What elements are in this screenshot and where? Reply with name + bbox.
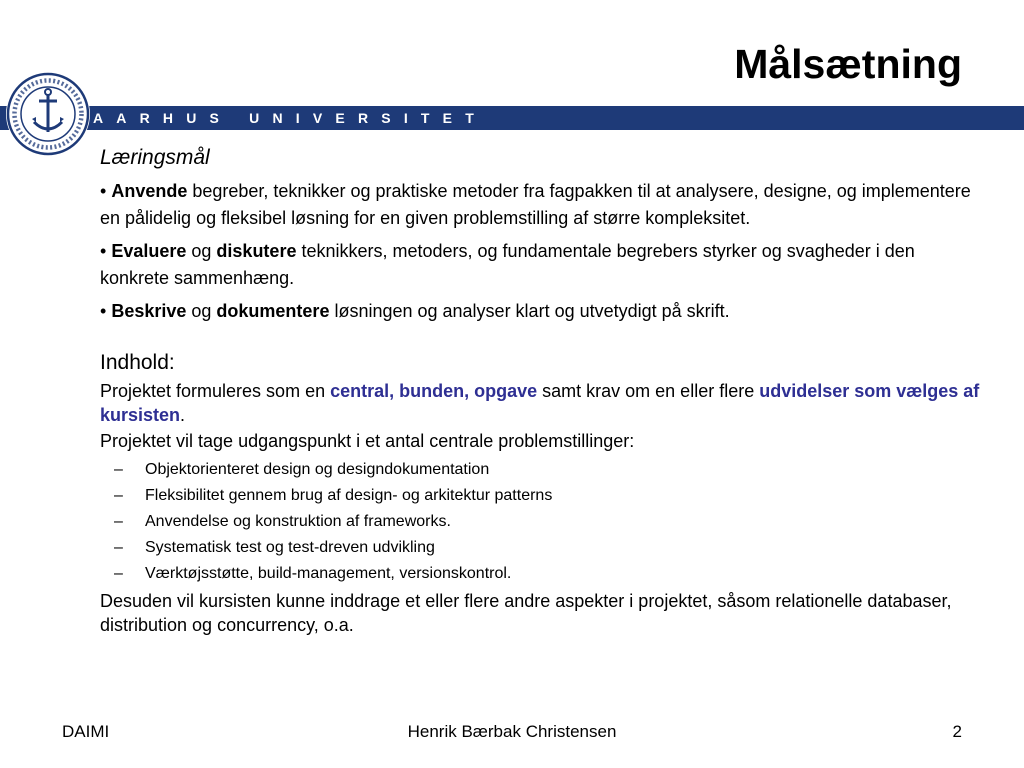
learning-item — [100, 178, 980, 232]
content-text: Projektet formuleres som en — [100, 381, 331, 401]
dash: – — [114, 513, 123, 530]
content-paragraph — [100, 379, 980, 427]
university-seal-icon — [6, 72, 90, 156]
content-text: . — [180, 405, 186, 425]
learning-item — [100, 238, 980, 292]
bullet: • — [100, 241, 107, 261]
list-item-text: Anvendelse og konstruktion af frameworks. — [145, 513, 451, 530]
learning-text: og — [186, 241, 217, 261]
dash: – — [114, 461, 123, 478]
list-item — [100, 561, 980, 587]
dash: – — [114, 539, 123, 556]
learning-keyword: Anvende — [111, 181, 188, 201]
learning-keyword: Evaluere — [111, 241, 187, 261]
learning-text: teknikkers, metoders, og fundamentale begrebers styrker og svagheder i den konkrete sammenhæng. — [100, 241, 915, 288]
list-item-text: Objektorienteret design og designdokumentation — [145, 461, 490, 478]
highlight-text: udvidelser som vælges af kursisten — [100, 381, 980, 425]
content-text: samt krav om en eller flere — [537, 381, 760, 401]
learning-keyword: Beskrive — [111, 301, 187, 321]
content-paragraph: Desuden vil kursisten kunne inddrage et eller flere andre aspekter i projektet, såsom relationelle databaser, distribution og concurrency, o.a. — [100, 591, 952, 635]
footer-label: DAIMI — [62, 722, 110, 741]
learning-text: og — [186, 301, 217, 321]
page-number: 2 — [952, 722, 962, 741]
learning-text: løsningen og analyser klart og utvetydigt på skrift. — [329, 301, 730, 321]
list-item — [100, 509, 980, 535]
list-item — [100, 535, 980, 561]
learning-heading: Læringsmål — [100, 146, 210, 169]
learning-item — [100, 298, 980, 325]
slide-body — [100, 146, 980, 639]
dash: – — [114, 487, 123, 504]
highlight-text: central, bunden, opgave — [330, 381, 538, 401]
list-item-text: Fleksibilitet gennem brug af design- og arkitektur patterns — [145, 487, 553, 504]
list-item — [100, 457, 980, 483]
list-item-text: Værktøjsstøtte, build-management, versionskontrol. — [145, 565, 512, 582]
learning-text: begreber, teknikker og praktiske metoder fra fagpakken til at analysere, designe, og implementere en pålidelig og fleksibel løsning for en given problemstilling af større kompleksitet. — [100, 181, 971, 228]
content-paragraph: Projektet vil tage udgangspunkt i et antal centrale problemstillinger: — [100, 431, 635, 451]
problem-list — [100, 457, 980, 587]
slide-title: Målsætning — [734, 41, 962, 87]
bullet: • — [100, 181, 107, 201]
bullet: • — [100, 301, 107, 321]
university-name: AARHUS UNIVERSITET — [93, 110, 487, 126]
content-heading: Indhold: — [100, 351, 175, 374]
list-item-text: Systematisk test og test-dreven udvikling — [145, 539, 435, 556]
footer-author: Henrik Bærbak Christensen — [407, 722, 617, 741]
list-item — [100, 483, 980, 509]
dash: – — [114, 565, 123, 582]
learning-keyword: dokumentere — [216, 301, 330, 321]
learning-keyword: diskutere — [216, 241, 297, 261]
